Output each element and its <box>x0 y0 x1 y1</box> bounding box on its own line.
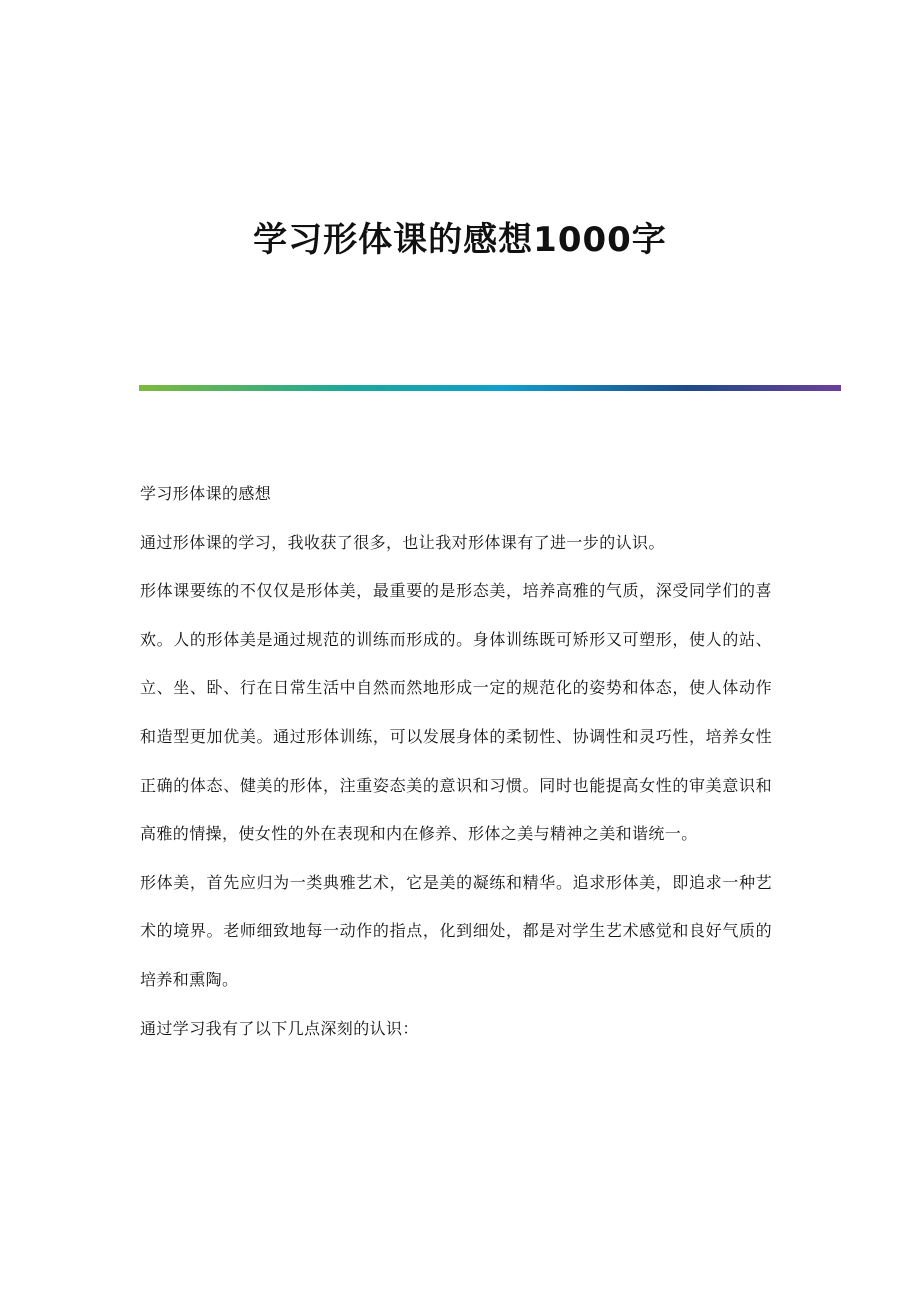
paragraph: 形体课要练的不仅仅是形体美，最重要的是形态美，培养高雅的气质，深受同学们的喜欢。人的形体美是通过规范的训练而形成的。身体训练既可矫形又可塑形，使人的站、立、坐、卧、行在日常生活中自然而然地形成一定的规范化的姿势和体态，使人体动作和造型更加优美。通过形体训练，可以发展身体的柔韧性、协调性和灵巧性，培养女性正确的体态、健美的形体，注重姿态美的意识和习惯。同时也能提高女性的审美意识和高雅的情操，使女性的外在表现和内在修养、形体之美与精神之美和谐统一。 <box>140 581 772 844</box>
document-body <box>140 470 772 1053</box>
paragraph: 通过形体课的学习，我收获了很多，也让我对形体课有了进一步的认识。 <box>140 532 665 552</box>
paragraph: 形体美，首先应归为一类典雅艺术，它是美的凝练和精华。追求形体美，即追求一种艺术的境界。老师细致地每一动作的指点，化到细处，都是对学生艺术感觉和良好气质的培养和熏陶。 <box>140 872 772 989</box>
section-heading: 学习形体课的感想 <box>140 484 272 503</box>
document-title: 学习形体课的感想1000字 <box>253 220 667 260</box>
title-divider <box>139 385 841 391</box>
paragraph: 通过学习我有了以下几点深刻的认识： <box>140 1018 419 1038</box>
